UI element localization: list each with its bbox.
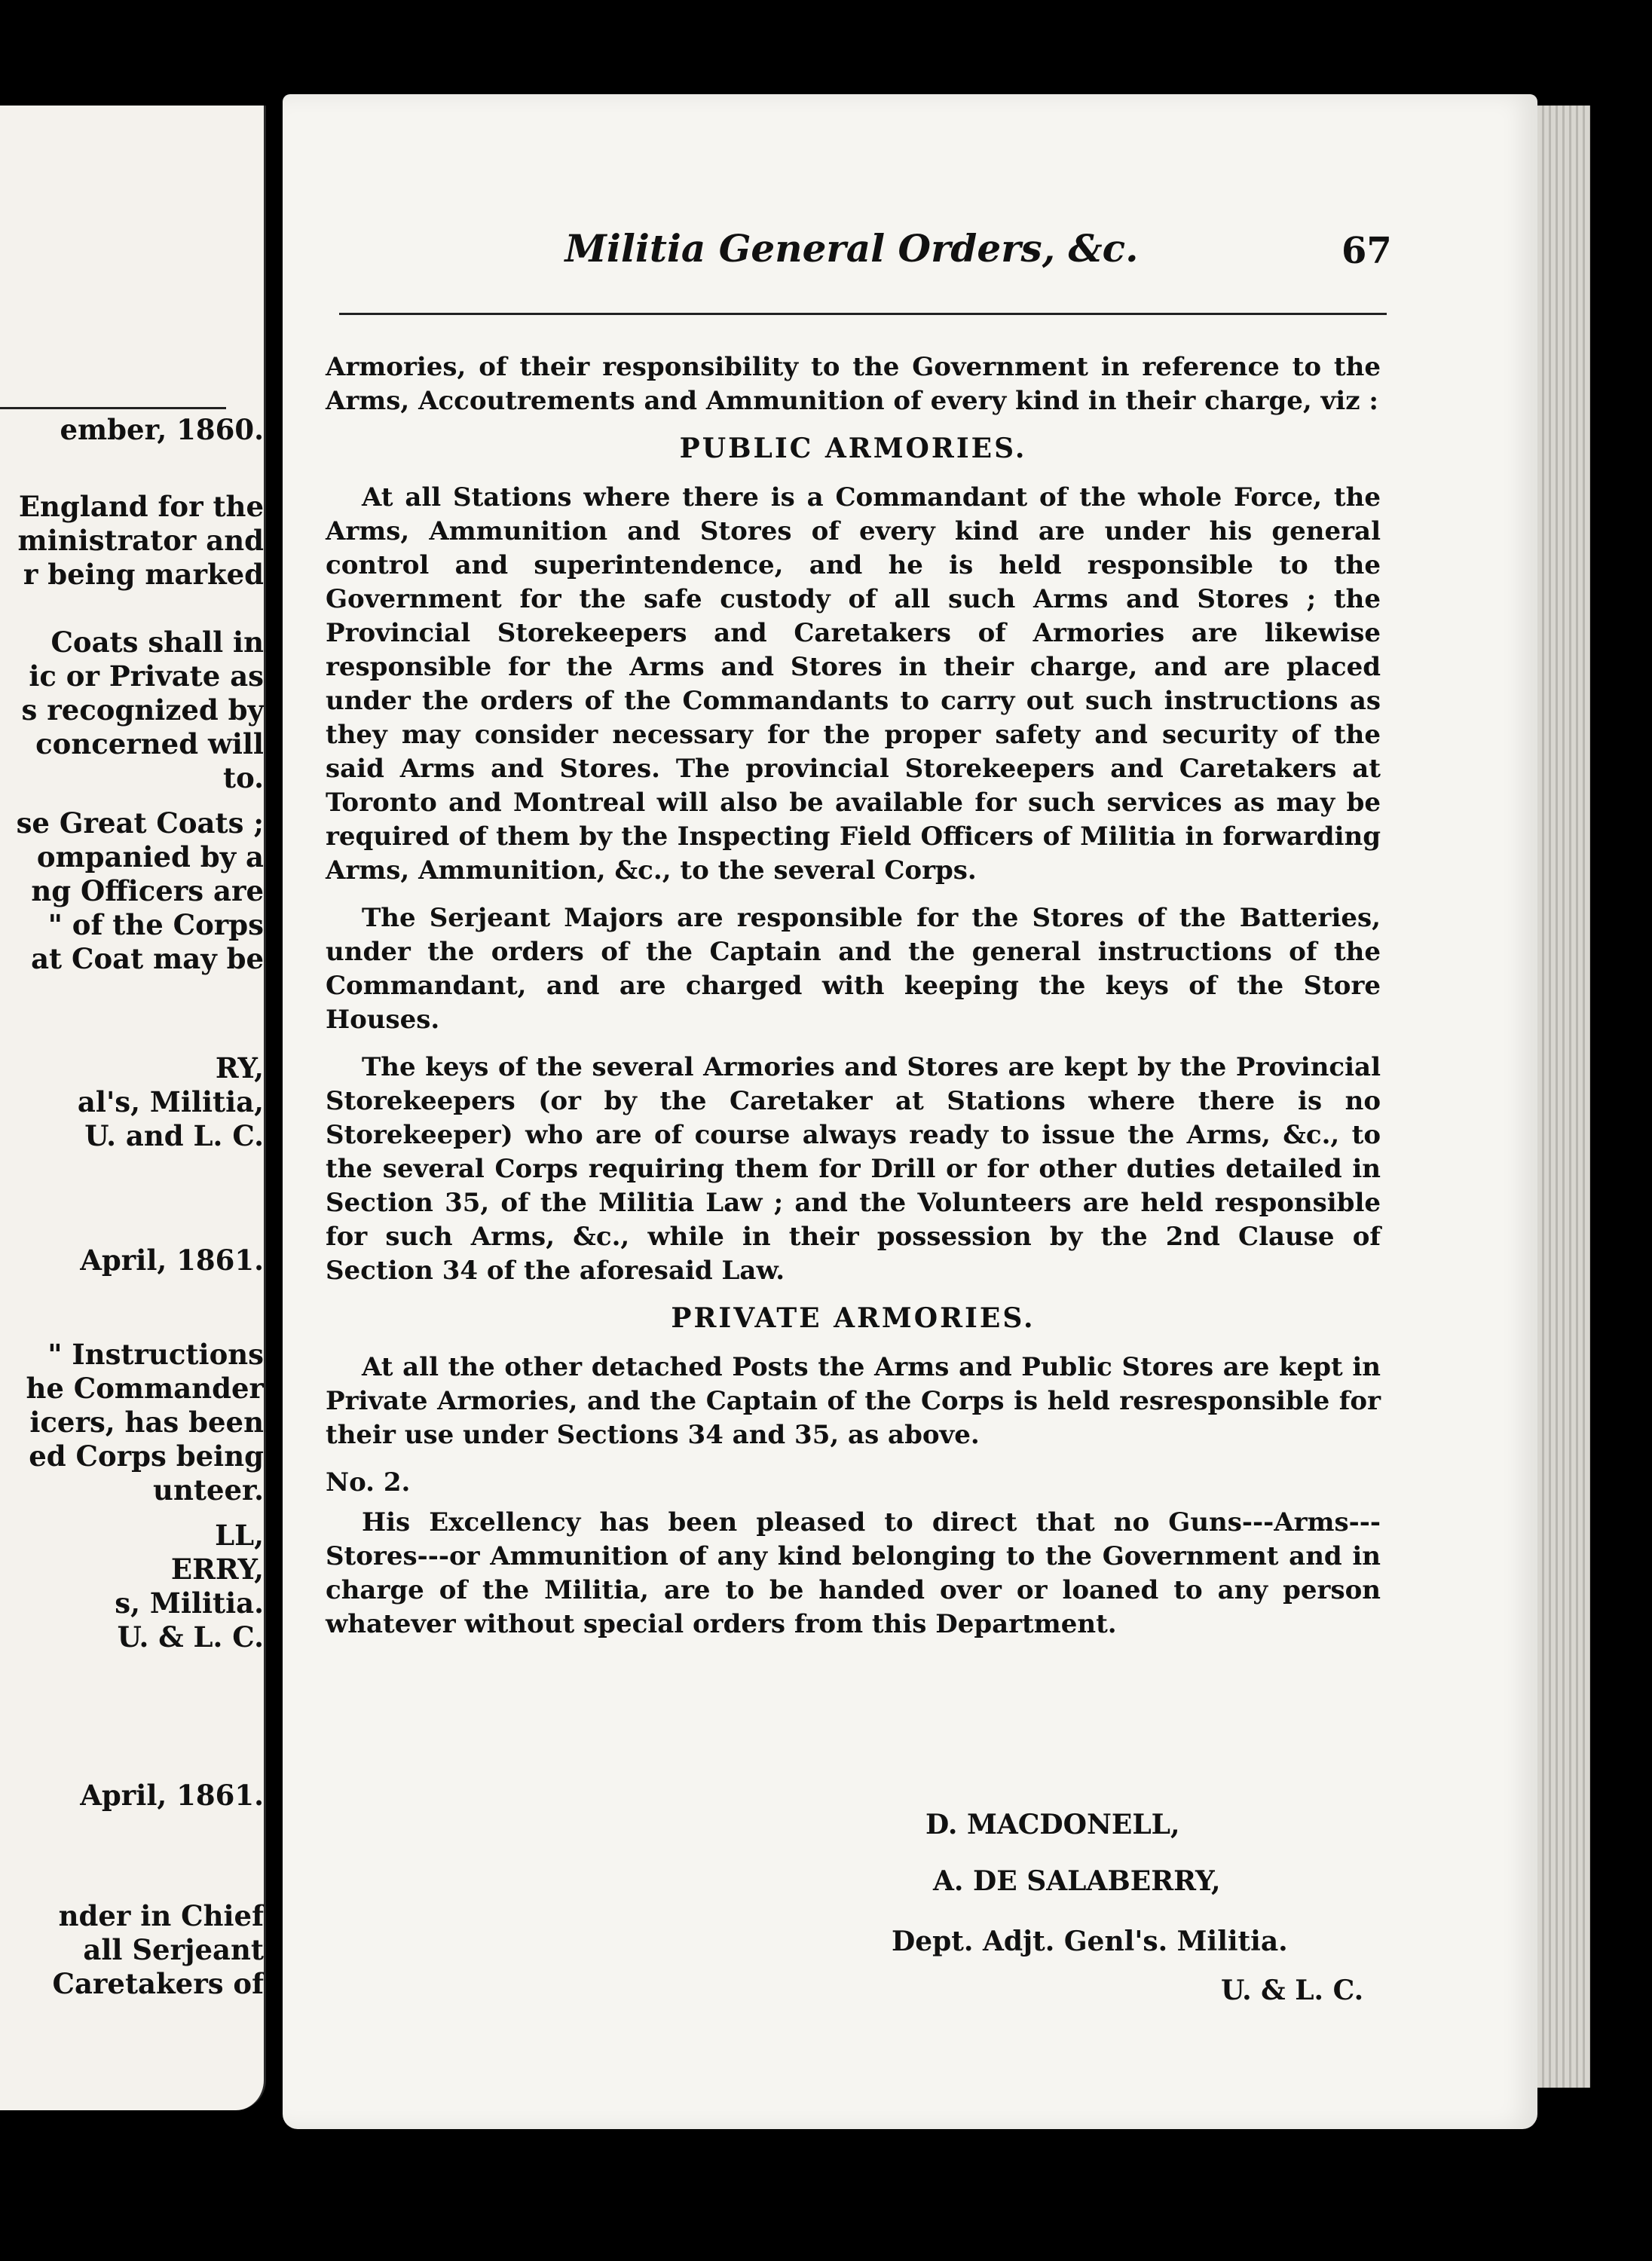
- left-page-fragment: unteer.: [153, 1473, 264, 1507]
- left-page-fragment: U. and L. C.: [84, 1119, 264, 1152]
- left-page-fragment: " Instructions: [47, 1338, 264, 1371]
- left-page-fragment: icers, has been: [29, 1406, 264, 1439]
- public-paragraph-1: At all Stations where there is a Commandant of the whole Force, the Arms, Ammunition and Stores of every kind are under his general control and superintendence, and he is held responsible to the Government for the safe custody of all such Arms and Stores ; the Provincial Storekeepers and Caretakers of Armories are likewise responsible for the Arms and Stores in their charge, and are placed under the orders of the Commandants to carry out such instructions as they may consider necessary for the proper safety and security of the said Arms and Stores. The provincial Storekeepers and Caretakers at Toronto and Montreal will also be available for such services as may be required of them by the Inspecting Field Officers of Militia in forwarding Arms, Ammunition, &c., to the several Corps.: [326, 482, 1381, 886]
- left-page-rule: [0, 407, 226, 409]
- left-page-fragment: England for the: [18, 490, 264, 523]
- left-facing-page: [0, 106, 266, 2110]
- left-page-fragment: all Serjeant: [83, 1933, 264, 1966]
- signature-region: U. & L. C.: [1221, 1975, 1364, 2006]
- page-number: 67: [1341, 230, 1392, 272]
- left-page-fragment: s recognized by: [21, 693, 264, 727]
- left-page-fragment: " of the Corps: [47, 908, 264, 941]
- private-armories-heading: PRIVATE ARMORIES.: [671, 1302, 1036, 1334]
- public-paragraph-2: The Serjeant Majors are responsible for the Stores of the Batteries, under the orders of the Captain and the general instructions of the Commandant, and are charged with keeping the keys of the Store Houses.: [326, 903, 1381, 1035]
- signature-name-1: D. MACDONELL,: [925, 1809, 1180, 1840]
- intro-paragraph: Armories, of their responsibility to the Government in reference to the Arms, Accoutrements and Ammunition of every kind in their charge, viz :: [326, 352, 1381, 416]
- order-number-2: No. 2.: [326, 1467, 411, 1498]
- left-page-fragment: Caretakers of: [52, 1967, 264, 2000]
- left-page-fragment: to.: [222, 761, 264, 794]
- left-page-fragment: concerned will: [35, 727, 264, 760]
- left-page-fragment: ic or Private as: [29, 659, 264, 693]
- left-page-fragment: ember, 1860.: [60, 413, 264, 446]
- public-paragraph-3: The keys of the several Armories and Stores are kept by the Provincial Storekeepers (or by the Caretaker at Stations where there is no Storekeeper) who are of course always ready to issue the Arms, &c., to the several Corps requiring them for Drill or for other duties detailed in Section 35, of the Militia Law ; and the Volunteers are held responsible for such Arms, &c., while in their possession by the 2nd Clause of Section 34 of the aforesaid Law.: [326, 1052, 1381, 1286]
- signature-title: Dept. Adjt. Genl's. Militia.: [892, 1926, 1288, 1957]
- left-page-fragment: nder in Chief: [58, 1899, 264, 1932]
- left-page-fragment: at Coat may be: [31, 942, 264, 975]
- running-head: Militia General Orders, &c.: [564, 226, 1139, 271]
- page-body: [326, 350, 1381, 1655]
- left-page-fragment: s, Militia.: [115, 1586, 264, 1620]
- left-page-fragment: al's, Militia,: [77, 1085, 264, 1118]
- left-page-fragment: ministrator and: [17, 524, 264, 557]
- order-2-paragraph: His Excellency has been pleased to direct that no Guns---Arms---Stores---or Ammunition of any kind belonging to the Government and in charge of the Militia, are to be handed over or loaned to any person whatever without special orders from this Department.: [326, 1507, 1381, 1639]
- left-page-fragment: April, 1861.: [80, 1779, 264, 1812]
- signature-name-2: A. DE SALABERRY,: [933, 1865, 1221, 1897]
- left-page-fragment: ompanied by a: [36, 840, 264, 873]
- left-page-fragment: Coats shall in: [50, 626, 264, 659]
- left-page-fragment: he Commander: [26, 1372, 264, 1405]
- left-page-fragment: RY,: [215, 1051, 264, 1085]
- left-page-fragment: se Great Coats ;: [16, 806, 264, 840]
- left-page-fragment: r being marked: [23, 558, 264, 591]
- left-page-fragment: ng Officers are: [31, 874, 264, 907]
- private-paragraph-1: At all the other detached Posts the Arms and Public Stores are kept in Private Armories, and the Captain of the Corps is held resresponsible for their use under Sections 34 and 35, as above.: [326, 1352, 1381, 1450]
- header-rule: [339, 313, 1387, 315]
- left-page-fragment: ed Corps being: [29, 1440, 264, 1473]
- left-page-fragment: U. & L. C.: [117, 1620, 264, 1654]
- left-page-fragment: April, 1861.: [80, 1244, 264, 1277]
- public-armories-heading: PUBLIC ARMORIES.: [679, 433, 1027, 464]
- page-edges: [1537, 106, 1590, 2088]
- left-page-fragment: ERRY,: [170, 1553, 264, 1586]
- left-page-fragment: LL,: [215, 1519, 264, 1552]
